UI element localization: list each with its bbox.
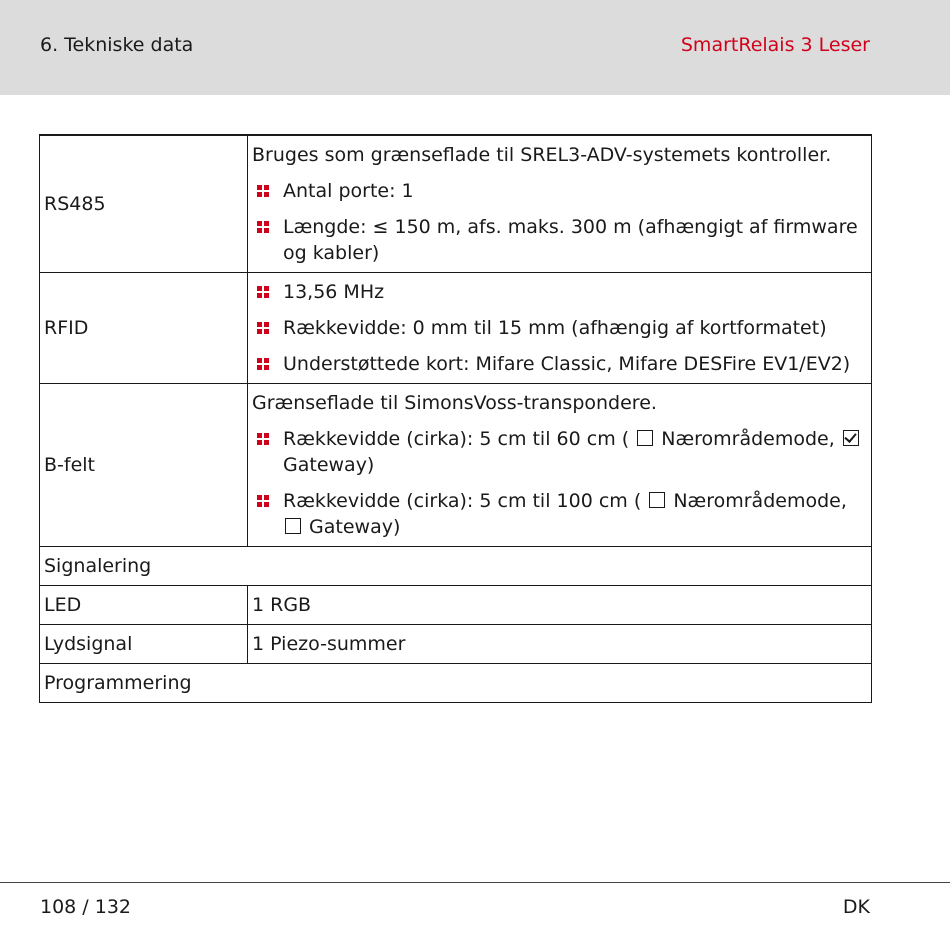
bullet-icon — [257, 322, 269, 334]
list-item: Rækkevidde (cirka): 5 cm til 60 cm ( Nærområdemode, Gateway) — [252, 426, 867, 478]
list-item: Rækkevidde: 0 mm til 15 mm (afhængig af kortformatet) — [252, 315, 867, 341]
checkbox-icon — [649, 492, 665, 508]
rs485-intro: Bruges som grænseflade til SREL3-ADV-systemets kontroller. — [252, 144, 832, 166]
bullet-icon — [257, 433, 269, 445]
bullet-icon — [257, 358, 269, 370]
list-item: 13,56 MHz — [252, 279, 867, 305]
table-row-bfelt — [40, 384, 872, 547]
bullet-icon — [257, 495, 269, 507]
row-value: 1 RGB — [248, 586, 872, 625]
table-row-led — [40, 586, 872, 625]
row-label: RFID — [40, 273, 248, 384]
table-row-rs485 — [40, 135, 872, 273]
list-item: Antal porte: 1 — [252, 178, 867, 204]
tech-data-table — [39, 134, 872, 703]
table-row-programmering — [40, 664, 872, 703]
section-heading: Programmering — [40, 664, 872, 703]
row-label: LED — [40, 586, 248, 625]
row-value — [248, 135, 872, 273]
language-code: DK — [842, 896, 870, 918]
list-item: Længde: ≤ 150 m, afs. maks. 300 m (afhængigt af firmware og kabler) — [252, 214, 867, 266]
product-name: SmartRelais 3 Leser — [680, 34, 870, 56]
bullet-icon — [257, 286, 269, 298]
row-label: B-felt — [40, 384, 248, 547]
row-value: 1 Piezo-summer — [248, 625, 872, 664]
table-row-lydsignal — [40, 625, 872, 664]
row-value — [248, 384, 872, 547]
list-item: Understøttede kort: Mifare Classic, Mifare DESFire EV1/EV2) — [252, 351, 867, 377]
table-row-rfid — [40, 273, 872, 384]
chapter-title: 6. Tekniske data — [40, 34, 194, 56]
list-item: Rækkevidde (cirka): 5 cm til 100 cm ( Nærområdemode, Gateway) — [252, 488, 867, 540]
checkbox-icon — [285, 518, 301, 534]
table-row-signalering — [40, 547, 872, 586]
row-label: Lydsignal — [40, 625, 248, 664]
checkbox-icon — [637, 430, 653, 446]
bullet-icon — [257, 221, 269, 233]
row-label: RS485 — [40, 135, 248, 273]
section-heading: Signalering — [40, 547, 872, 586]
checkbox-checked-icon — [843, 430, 859, 446]
row-value — [248, 273, 872, 384]
page-header — [0, 0, 950, 95]
page-number: 108 / 132 — [40, 896, 132, 918]
bullet-icon — [257, 185, 269, 197]
footer-divider — [0, 882, 950, 883]
bfelt-intro: Grænseflade til SimonsVoss-transpondere. — [252, 392, 657, 414]
